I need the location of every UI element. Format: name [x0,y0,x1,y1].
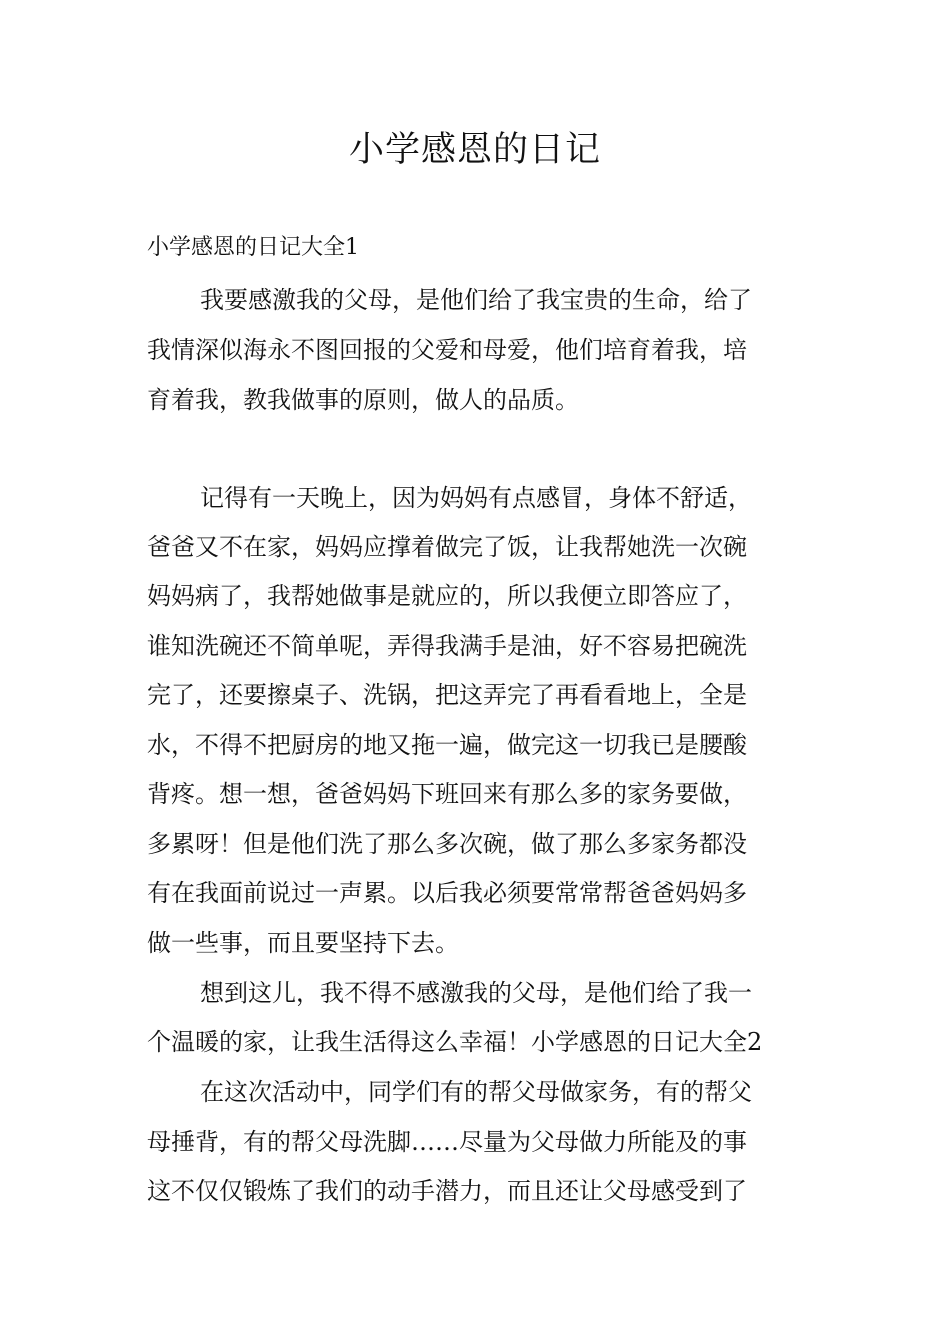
paragraph-4-line-2: 母捶背，有的帮父母洗脚……尽量为父母做力所能及的事 [147,1128,747,1156]
paragraph-1-line-3: 育着我，教我做事的原则，做人的品质。 [147,386,579,414]
paragraph-2-line-8: 多累呀！但是他们洗了那么多次碗，做了那么多家务都没 [147,830,747,858]
paragraph-2-line-5: 完了，还要擦桌子、洗锅，把这弄完了再看看地上，全是 [147,681,747,709]
document-title: 小学感恩的日记 [348,130,601,170]
paragraph-1-line-2: 我情深似海永不图回报的父爱和母爱，他们培育着我，培 [147,336,747,364]
paragraph-2-line-3: 妈妈病了，我帮她做事是就应的，所以我便立即答应了， [147,582,747,610]
paragraph-1-line-1: 我要感激我的父母，是他们给了我宝贵的生命，给了 [200,286,752,314]
paragraph-2-line-10: 做一些事，而且要坚持下去。 [147,929,459,957]
paragraph-3-line-2: 个温暖的家，让我生活得这么幸福！小学感恩的日记大全2 [147,1028,763,1056]
paragraph-4-line-1: 在这次活动中，同学们有的帮父母做家务，有的帮父 [200,1078,752,1106]
paragraph-2-line-9: 有在我面前说过一声累。以后我必须要常常帮爸爸妈妈多 [147,879,747,907]
paragraph-2-line-4: 谁知洗碗还不简单呢，弄得我满手是油，好不容易把碗洗 [147,632,747,660]
paragraph-3-line-1: 想到这儿，我不得不感激我的父母，是他们给了我一 [200,979,752,1007]
paragraph-2-line-6: 水，不得不把厨房的地又拖一遍，做完这一切我已是腰酸 [147,731,747,759]
paragraph-2-line-1: 记得有一天晚上，因为妈妈有点感冒，身体不舒适， [200,484,752,512]
paragraph-2-line-7: 背疼。想一想，爸爸妈妈下班回来有那么多的家务要做， [147,780,747,808]
paragraph-2-line-2: 爸爸又不在家，妈妈应撑着做完了饭，让我帮她洗一次碗 [147,533,747,561]
paragraph-4-line-3: 这不仅仅锻炼了我们的动手潜力，而且还让父母感受到了 [147,1177,747,1205]
section-heading: 小学感恩的日记大全1 [147,235,359,260]
